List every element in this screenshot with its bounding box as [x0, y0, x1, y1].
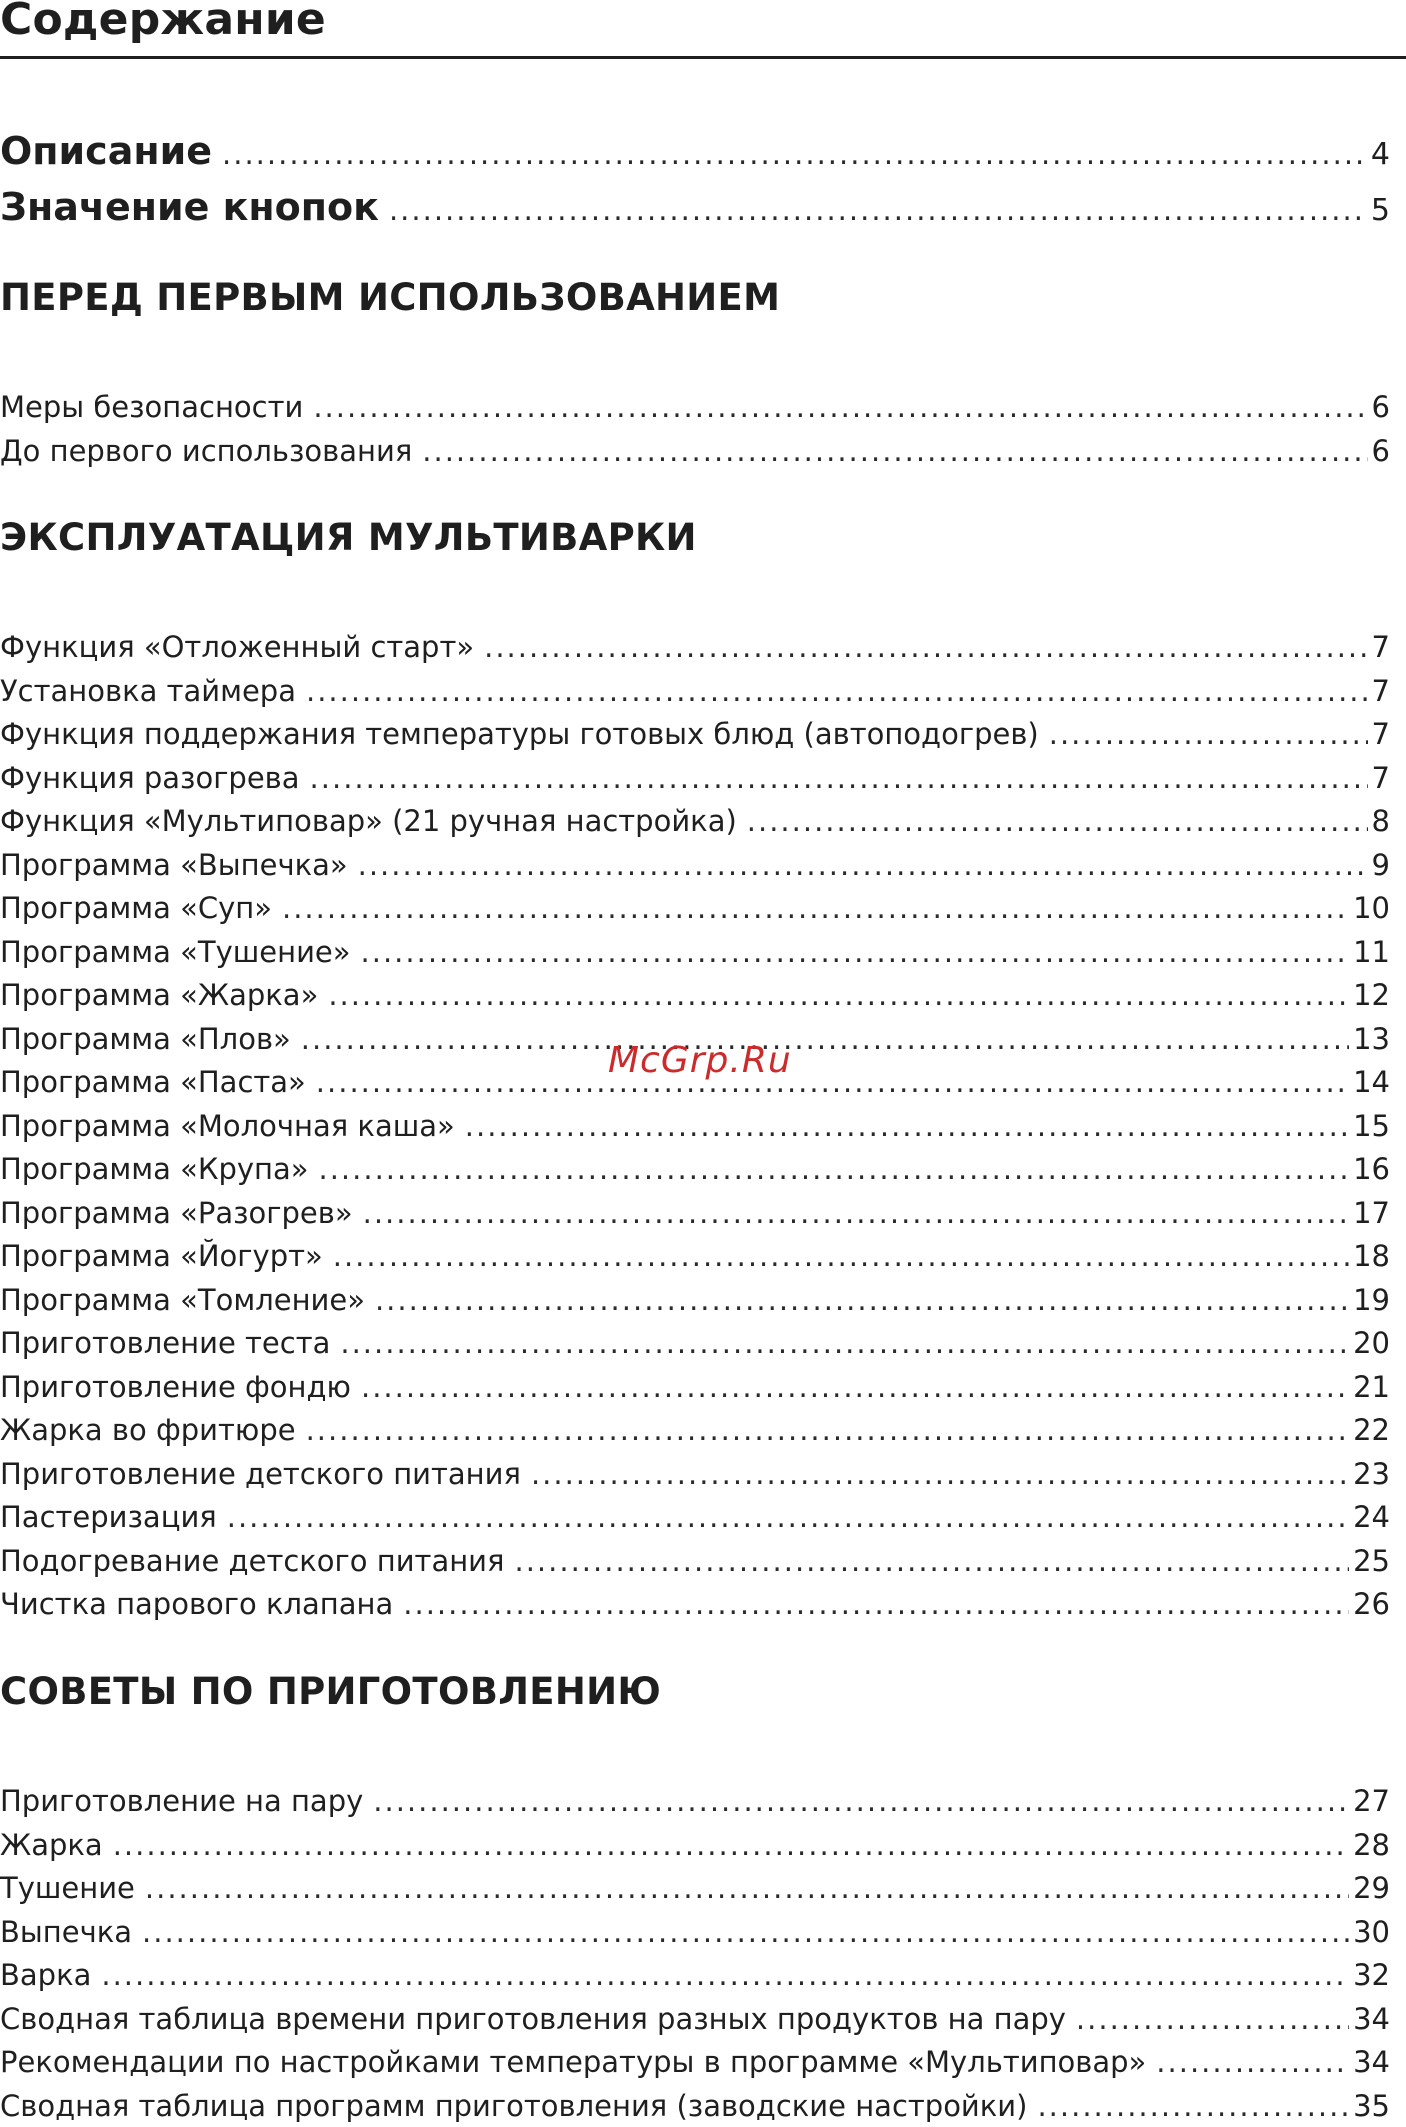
toc-entry-page: 7 [1371, 717, 1390, 751]
toc-leader-dots [358, 847, 1368, 883]
toc-entry-label: Установка таймера [0, 674, 296, 708]
toc-leader-dots [328, 977, 1349, 1013]
toc-leader-dots [313, 389, 1367, 425]
toc-entry[interactable] [0, 1456, 1390, 1492]
toc-entry[interactable] [0, 1586, 1390, 1622]
toc-entry-label: Сводная таблица времени приготовления разных продуктов на пару [0, 2002, 1066, 2036]
toc-entry-label: Программа «Паста» [0, 1065, 306, 1099]
toc-leader-dots [306, 673, 1368, 709]
toc-leader-dots [227, 1499, 1349, 1535]
toc-entry-page: 17 [1353, 1196, 1390, 1230]
toc-leader-dots [306, 1412, 1350, 1448]
toc-leader-dots [422, 433, 1367, 469]
toc-entry-page: 8 [1371, 804, 1390, 838]
toc-entry-label: Сводная таблица программ приготовления (заводские настройки) [0, 2089, 1028, 2123]
toc-entry-label: Жарка во фритюре [0, 1413, 296, 1447]
toc-entry-page: 7 [1371, 761, 1390, 795]
toc-leader-dots [373, 1783, 1349, 1819]
toc-entry[interactable] [0, 1827, 1390, 1863]
toc-leader-dots [310, 760, 1368, 796]
toc-leader-dots [361, 1369, 1349, 1405]
toc-entry-page: 34 [1353, 2045, 1390, 2079]
toc-entry[interactable] [0, 1499, 1390, 1535]
toc-leader-dots [113, 1827, 1349, 1863]
toc-leader-dots [361, 934, 1350, 970]
toc-entry[interactable] [0, 184, 1390, 234]
toc-entry-page: 20 [1353, 1326, 1390, 1360]
toc-entry-page: 18 [1353, 1239, 1390, 1273]
toc-entry[interactable] [0, 1957, 1390, 1993]
toc-entry[interactable] [0, 1870, 1390, 1906]
toc-entry[interactable] [0, 2088, 1390, 2124]
toc-entry-page: 32 [1353, 1958, 1390, 1992]
toc-leader-dots [142, 1914, 1349, 1950]
toc-entry[interactable] [0, 1325, 1390, 1361]
toc-entry-label: Варка [0, 1958, 92, 1992]
toc-leader-dots [484, 629, 1367, 665]
toc-leader-dots [531, 1456, 1349, 1492]
toc-entry-page: 12 [1353, 978, 1390, 1012]
toc-leader-dots [514, 1543, 1349, 1579]
toc-entry[interactable] [0, 2001, 1390, 2037]
toc-entry-page: 21 [1353, 1370, 1390, 1404]
toc-entry-label: Приготовление на пару [0, 1784, 364, 1818]
toc-entry-page: 16 [1353, 1152, 1390, 1186]
toc-entry-label: Программа «Тушение» [0, 935, 351, 969]
toc-leader-dots [301, 1021, 1349, 1057]
toc-entry-label: Программа «Жарка» [0, 978, 319, 1012]
toc-entry-label: Значение кнопок [0, 185, 379, 229]
toc-entry-page: 7 [1371, 674, 1390, 708]
toc-entry-page: 6 [1371, 434, 1390, 468]
toc-entry-label: Чистка парового клапана [0, 1587, 394, 1621]
toc-entry-page: 27 [1353, 1784, 1390, 1818]
toc-entry[interactable] [0, 433, 1390, 469]
toc-entry[interactable] [0, 128, 1390, 178]
toc-leader-dots [1037, 2088, 1349, 2124]
toc-entry[interactable] [0, 673, 1390, 709]
toc-entry-label: Программа «Суп» [0, 891, 272, 925]
toc-leader-dots [363, 1195, 1349, 1231]
toc-entry-label: Программа «Молочная каша» [0, 1109, 455, 1143]
toc-leader-dots [319, 1151, 1350, 1187]
toc-entry[interactable] [0, 1914, 1390, 1950]
toc-entry-label: Пастеризация [0, 1500, 217, 1534]
toc-entry-page: 30 [1353, 1915, 1390, 1949]
toc-entry-label: Программа «Томление» [0, 1283, 365, 1317]
toc-entry[interactable] [0, 1108, 1390, 1144]
toc-entry-label: Приготовление детского питания [0, 1457, 521, 1491]
toc-leader-dots [340, 1325, 1349, 1361]
toc-entry[interactable] [0, 716, 1390, 752]
toc-leader-dots [403, 1586, 1349, 1622]
toc-entry-label: Программа «Выпечка» [0, 848, 348, 882]
title-underline [0, 56, 1406, 59]
toc-entry[interactable] [0, 934, 1390, 970]
toc-entry-page: 9 [1371, 848, 1390, 882]
toc-entry-label: Меры безопасности [0, 390, 304, 424]
toc-entry-page: 11 [1353, 935, 1390, 969]
toc-entry-label: Программа «Разогрев» [0, 1196, 353, 1230]
toc-entry-page: 19 [1353, 1283, 1390, 1317]
toc-entry-page: 14 [1353, 1065, 1390, 1099]
toc-entry[interactable] [0, 1195, 1390, 1231]
section-heading: ЭКСПЛУАТАЦИЯ МУЛЬТИВАРКИ [0, 516, 697, 559]
toc-entry-label: Функция разогрева [0, 761, 300, 795]
toc-entry-label: Рекомендации по настройками температуры в программе «Мультиповар» [0, 2045, 1147, 2079]
toc-entry-label: Жарка [0, 1828, 103, 1862]
toc-entry-page: 6 [1371, 390, 1390, 424]
toc-entry-page: 28 [1353, 1828, 1390, 1862]
toc-entry[interactable] [0, 890, 1390, 926]
toc-entry-page: 5 [1370, 193, 1390, 228]
toc-entry-page: 10 [1353, 891, 1390, 925]
toc-leader-dots [1049, 716, 1368, 752]
page-title: Содержание [0, 0, 326, 45]
toc-leader-dots [222, 131, 1367, 177]
toc-entry-label: Выпечка [0, 1915, 133, 1949]
toc-entry[interactable] [0, 847, 1390, 883]
toc-entry-page: 24 [1353, 1500, 1390, 1534]
toc-leader-dots [316, 1064, 1349, 1100]
toc-entry[interactable] [0, 1783, 1390, 1819]
toc-entry-page: 35 [1353, 2089, 1390, 2123]
toc-entry[interactable] [0, 760, 1390, 796]
toc-leader-dots [1076, 2001, 1349, 2037]
toc-entry-page: 25 [1353, 1544, 1390, 1578]
toc-leader-dots [1156, 2044, 1349, 2080]
toc-entry[interactable] [0, 1282, 1390, 1318]
toc-entry-page: 15 [1353, 1109, 1390, 1143]
toc-entry-page: 22 [1353, 1413, 1390, 1447]
toc-leader-dots [282, 890, 1349, 926]
toc-leader-dots [465, 1108, 1349, 1144]
toc-entry-label: Подогревание детского питания [0, 1544, 505, 1578]
toc-entry-page: 7 [1371, 630, 1390, 664]
toc-entry-label: Функция поддержания температуры готовых блюд (автоподогрев) [0, 717, 1039, 751]
toc-entry-label: До первого использования [0, 434, 413, 468]
toc-entry[interactable] [0, 1543, 1390, 1579]
toc-entry-page: 34 [1353, 2002, 1390, 2036]
toc-entry[interactable] [0, 1412, 1390, 1448]
toc-entry-page: 23 [1353, 1457, 1390, 1491]
toc-leader-dots [145, 1870, 1349, 1906]
toc-entry-label: Приготовление фондю [0, 1370, 351, 1404]
toc-leader-dots [389, 187, 1367, 233]
toc-entry-label: Программа «Йогурт» [0, 1239, 323, 1273]
section-heading: СОВЕТЫ ПО ПРИГОТОВЛЕНИЮ [0, 1670, 662, 1713]
toc-entry[interactable] [0, 803, 1390, 839]
section-heading: ПЕРЕД ПЕРВЫМ ИСПОЛЬЗОВАНИЕМ [0, 276, 781, 319]
toc-entry[interactable] [0, 2044, 1390, 2080]
toc-entry-page: 26 [1353, 1587, 1390, 1621]
toc-entry-label: Приготовление теста [0, 1326, 331, 1360]
toc-entry[interactable] [0, 389, 1390, 425]
toc-entry-label: Функция «Мультиповар» (21 ручная настройка) [0, 804, 737, 838]
toc-leader-dots [101, 1957, 1349, 1993]
toc-entry[interactable] [0, 1151, 1390, 1187]
toc-entry-label: Описание [0, 129, 213, 173]
toc-leader-dots [375, 1282, 1349, 1318]
toc-entry-page: 13 [1353, 1022, 1390, 1056]
toc-entry-page: 29 [1353, 1871, 1390, 1905]
toc-entry[interactable] [0, 629, 1390, 665]
toc-entry-label: Программа «Плов» [0, 1022, 291, 1056]
toc-leader-dots [747, 803, 1368, 839]
toc-entry[interactable] [0, 1369, 1390, 1405]
toc-entry-label: Функция «Отложенный старт» [0, 630, 475, 664]
toc-entry[interactable] [0, 977, 1390, 1013]
toc-leader-dots [333, 1238, 1349, 1274]
toc-entry-label: Программа «Крупа» [0, 1152, 309, 1186]
toc-entry-page: 4 [1370, 137, 1390, 172]
toc-entry-label: Тушение [0, 1871, 135, 1905]
site-watermark: McGrp.Ru [608, 1040, 792, 1081]
toc-entry[interactable] [0, 1238, 1390, 1274]
